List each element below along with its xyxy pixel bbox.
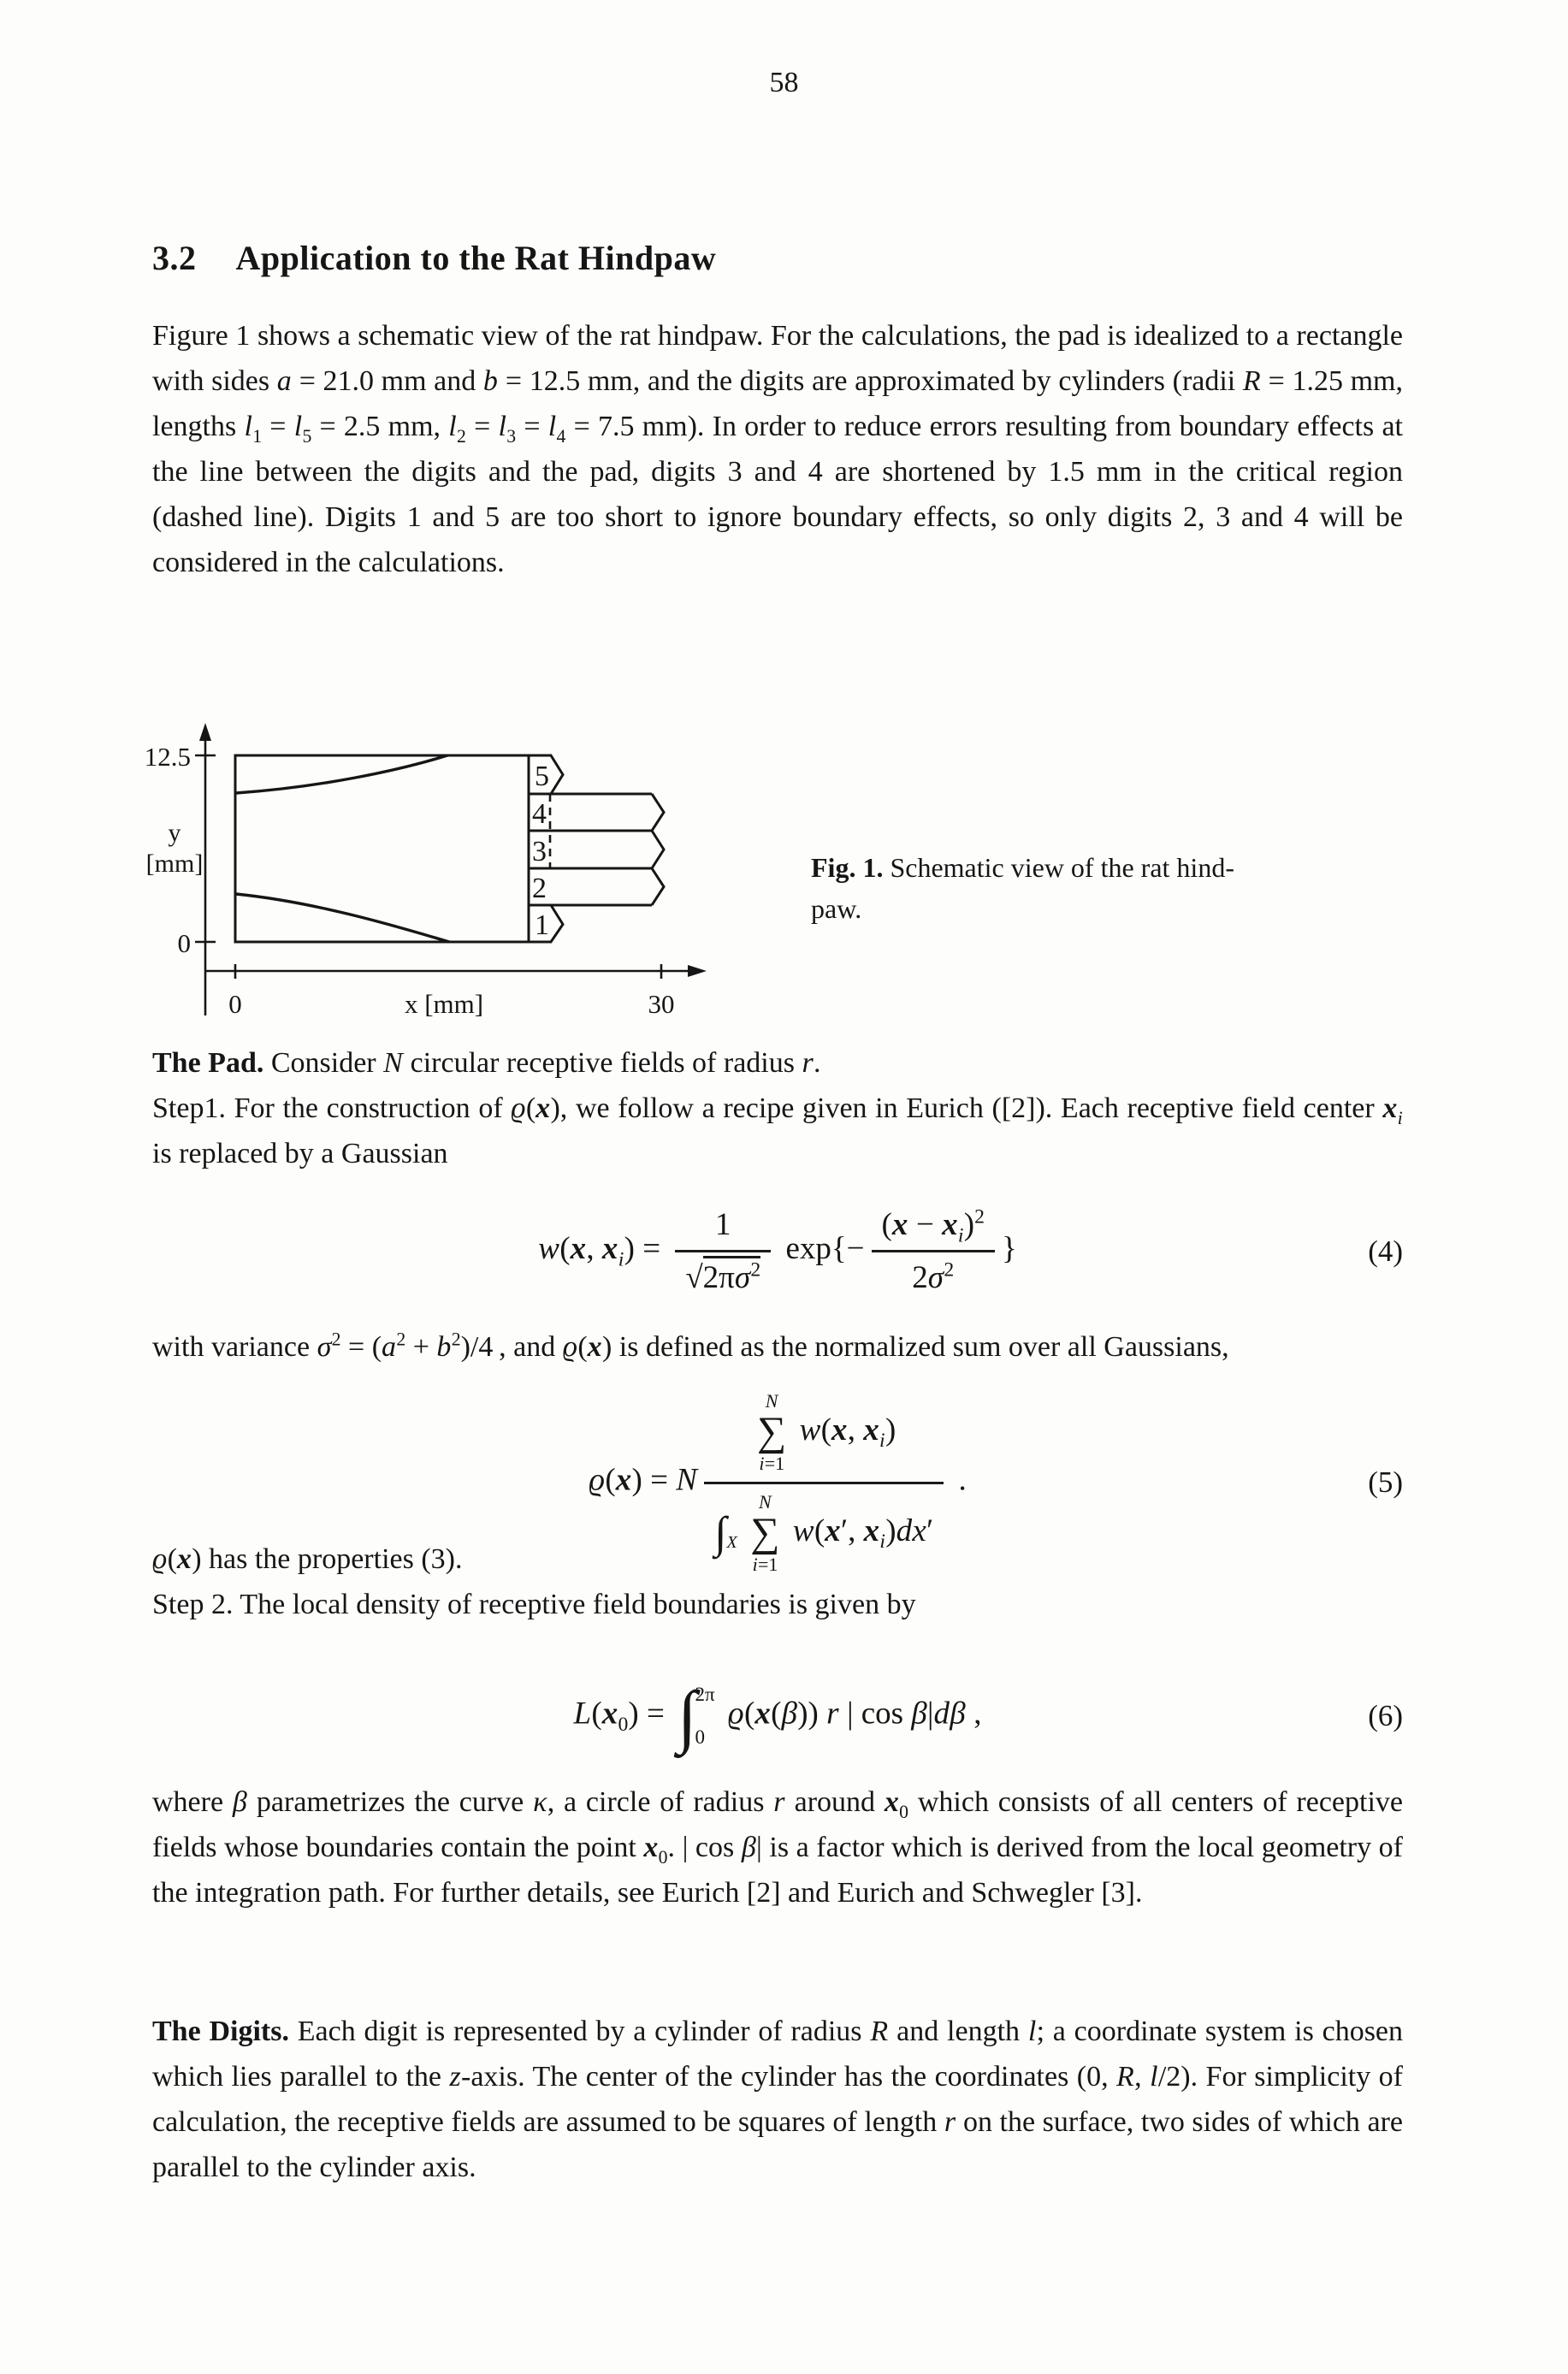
x-axis-label: x [mm] — [404, 989, 484, 1019]
equation-4-body: w(x, $x_i$) = $\frac{1}{√2\pi\sigma^2}$ exp{− $\frac{(x - x_i)^2}{2\sigma^2}$ } — [538, 1205, 1017, 1295]
digit-3-label: 3 — [532, 836, 547, 867]
y-tick-label-top: 12.5 — [144, 742, 191, 772]
digit-3-tip — [652, 831, 664, 868]
intro-paragraph: Figure 1 shows a schematic view of the rat hindpaw. For the calculations, the pad is idealized to a rectangle with sides a = 21.0 mm and b = 12.5 mm, and the digits are approximated by cylinders (radii R = 1.25 mm, lengths $l_1 = l_5 = 2.5$ mm, $l_2 = l_3 = l_4 = 7.5$ mm). In order to reduce errors resulting from boundary effects at the line between the digits and the pad, digits 3 and 4 are shortened by 1.5 mm in the critical region (dashed line). Digits 1 and 5 are too short to ignore boundary effects, so only digits 2, 3 and 4 will be considered in the calculations. — [152, 320, 1403, 578]
digits-paragraph: The Digits. Each digit is represented by a cylinder of radius R and length l; a coordinate system is chosen which lies parallel to the z-axis. The center of the cylinder has the coordinates (0, R, l/2). For simplicity of calculation, the receptive fields are assumed to be squares of length r on the surface, two sides of which are parallel to the cylinder axis. — [152, 2016, 1404, 2183]
digit-4-label: 4 — [532, 798, 547, 830]
where-paragraph: where β parametrizes the curve κ, a circle of radius r around $x_0$ which consists of all centers of receptive fields whose boundaries contain the point $x_0$. | cos β| is a factor which is derived from the local geometry of the integration path. For further details, see Eurich [2] and Eurich and Schwegler [3]. — [152, 1786, 1403, 1909]
digit-5-label: 5 — [535, 761, 549, 792]
y-axis-label-line1: y — [168, 819, 181, 847]
section-title: Application to the Rat Hindpaw — [235, 239, 717, 277]
x-tick-label-right: 30 — [648, 989, 675, 1019]
section-number: 3.2 — [152, 239, 197, 277]
equation-5-body: ϱ(x) = N N ∑ i=1 w(x, $x_i$) $\int_X$ N ∑ i=1 w(x′, $x_i)dx'$ . — [589, 1389, 967, 1575]
equation-4-tag: (4) — [1368, 1234, 1403, 1268]
pad-paragraph: The Pad. Consider N circular receptive fields of radius r. Step1. For the construction of ϱ(x), we follow a recipe given in Eurich ([2]). Each receptive field center $x_i$ is replaced by a Gaussian — [152, 1047, 1403, 1169]
pad-bottom-curve — [236, 894, 449, 942]
equation-6-tag: (6) — [1368, 1698, 1403, 1732]
equation-6-body: $L(x_0)$ = ∫ 2π 0 ϱ(x(β)) r | cos β|dβ , — [573, 1676, 982, 1755]
x-tick-label-left: 0 — [228, 989, 242, 1019]
figure-caption-text: Schematic view of the rat hind- paw. — [811, 852, 1234, 924]
figure-caption — [811, 847, 1410, 929]
figure-caption-label: Fig. 1. — [811, 852, 884, 883]
pad-top-curve — [236, 755, 447, 793]
hindpaw-figure — [81, 721, 719, 1022]
x-axis-arrow-icon — [688, 965, 707, 977]
page-number: 58 — [769, 67, 799, 98]
digit-4-tip — [652, 794, 664, 831]
properties-paragraph: ϱ(x) has the properties (3). Step 2. The local density of receptive field boundaries is given by — [152, 1543, 916, 1620]
equation-5-tag: (5) — [1368, 1465, 1403, 1499]
equation-5 — [152, 1389, 1403, 1575]
section-heading — [152, 238, 716, 278]
y-axis-arrow-icon — [199, 723, 211, 741]
digit-1-label: 1 — [535, 909, 549, 941]
digit-2-label: 2 — [532, 873, 547, 904]
y-axis-label-line2: [mm] — [145, 850, 204, 878]
equation-6 — [152, 1641, 1403, 1791]
pad-outline — [235, 755, 529, 942]
digit-2-tip — [652, 868, 664, 905]
y-tick-label-bottom: 0 — [177, 928, 191, 958]
variance-paragraph: with variance $\sigma^2 = (a^2 + b^2)/4$ , and ϱ(x) is defined as the normalized sum over all Gaussians, — [152, 1329, 1229, 1363]
equation-4 — [152, 1189, 1403, 1313]
